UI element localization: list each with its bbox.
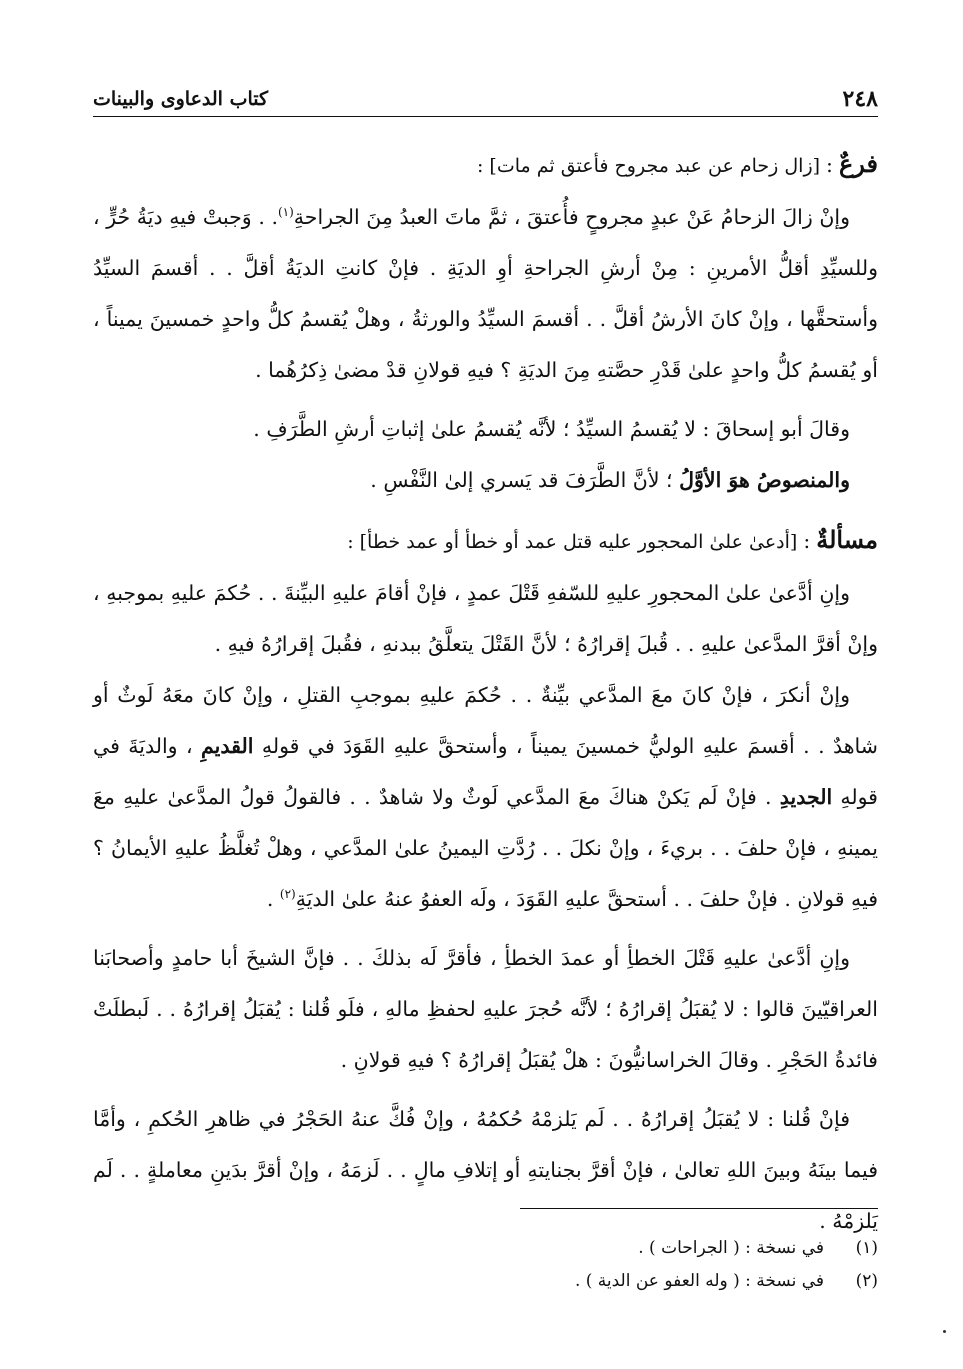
page-header <box>93 80 878 117</box>
bold-phrase: والمنصوصُ هوَ الأوَّلُ <box>679 468 850 492</box>
heading-label: مسألةٌ <box>816 525 878 554</box>
scan-dot <box>943 1330 946 1333</box>
heading-title: [أدعىٰ علىٰ المحجور عليه قتل عمد أو خطأ أو عمد خطأ] : <box>347 531 798 553</box>
paragraph: وإنِ أدَّعىٰ عليهِ قَتْلَ الخطأِ أو عمدَ الخطأِ ، فأقرَّ لَه بذلكَ . . فإنَّ الشيخَ أبا حامدٍ وأصحابَنا العراقيّينَ قالوا : لا يُقبَلُ إقرارُهُ ؛ لأنَّه حُجرَ عليهِ لحفظِ مالهِ ، فلَو قُلنا : يُقبَلُ إقرارُهُ . . لَبطلَتْ فائدةُ الحَجْرِ . وقالَ الخراسانيُّونَ : هلْ يُقبَلُ إقرارُهُ ؟ فيهِ قولانِ . <box>93 946 878 1072</box>
footnote <box>93 1265 878 1298</box>
book-title: كتاب الدعاوى والبينات <box>93 88 269 110</box>
footnotes <box>93 1232 878 1298</box>
bold-phrase: الجديدِ <box>779 785 833 809</box>
heading-title: [زال زحام عن عبد مجروح فأعتق ثم مات] : <box>476 155 821 177</box>
paragraph: وإنِ أدَّعىٰ علىٰ المحجورِ عليهِ للسّفهِ قَتْلَ عمدٍ ، فإنْ أقامَ عليهِ البيِّنةَ . . حُكمَ عليهِ بموجبهِ ، وإنْ أقرَّ المدَّعىٰ عليهِ . . قُبلَ إقرارُهُ ؛ لأنَّ القَتْلَ يتعلَّقُ ببدنهِ ، فقُبلَ إقرارُهُ فيهِ . <box>93 581 878 656</box>
paragraph: والمنصوصُ هوَ الأوَّلُ ؛ لأنَّ الطَّرَفَ قد يَسري إلىٰ النَّفْسِ . <box>370 468 850 492</box>
section-heading-far: فرعٌ:[زال زحام عن عبد مجروح فأعتق ثم مات] : <box>476 149 878 178</box>
section-heading-masala: مسألةٌ:[أدعىٰ علىٰ المحجور عليه قتل عمد أو خطأ أو عمد خطأ] : <box>347 525 878 554</box>
footnote-text: في نسخة : ( وله العفو عن الدية ) . <box>574 1271 824 1291</box>
footnote-separator <box>520 1208 878 1209</box>
footnote-ref: (١) <box>277 205 294 220</box>
footnote-number: (١) <box>855 1238 878 1258</box>
heading-label: فرعٌ <box>838 149 878 178</box>
bold-phrase: القديمِ <box>201 734 254 758</box>
footnote-number: (٢) <box>855 1271 878 1291</box>
page-number: ٢٤٨ <box>842 86 878 112</box>
paragraph: وإنْ أنكرَ ، فإنْ كانَ معَ المدَّعي بيِّنةٌ . . حُكمَ عليهِ بموجبِ القتلِ ، وإنْ كانَ معَهُ لَوثٌ أو شاهدٌ . . أقسمَ عليهِ الوليُّ خمسينَ يميناً ، وأستحقَّ عليهِ القَوَدَ في قولهِ القديمِ ، والديَةَ في قولهِ الجديدِ . فإنْ لَم يَكنْ هناكَ معَ المدَّعي لَوثٌ ولا شاهدٌ . . فالقولُ قولُ المدَّعىٰ عليهِ معَ يمينهِ ، فإنْ حلفَ . . بريءَ ، وإنْ نكلَ . . رُدَّتِ اليمينُ علىٰ المدَّعي ، وهلْ تُغلَّظُ عليهِ الأيمانُ ؟ فيهِ قولانِ . فإنْ حلفَ . . أستحقَّ عليهِ القَوَدَ ، ولَه العفوُ عنهُ علىٰ الديَةِ$^{(٢)}$ . <box>93 683 878 911</box>
paragraph: وإنْ زالَ الزحامُ عَنْ عبدٍ مجروحٍ فأُعتقَ ، ثمَّ ماتَ العبدُ مِنَ الجراحةِ$^{(١)}$. . وَجبتْ فيهِ ديَةُ حُرٍّ ، وللسيِّدِ أقلُّ الأمرينِ : مِنْ أرشِ الجراحةِ أوِ الديَةِ . فإنْ كانتِ الديَةُ أقلَّ . . أقسمَ السيِّدُ وأستحقَّها ، وإنْ كانَ الأرشُ أقلَّ . . أقسمَ السيِّدُ والورثةُ ، وهلْ يُقسمُ كلُّ واحدٍ خمسينَ يميناً ، أو يُقسمُ كلُّ واحدٍ علىٰ قَدْرِ حصَّتهِ مِنَ الديَةِ ؟ فيهِ قولانِ قدْ مضىٰ ذِكرُهُما . <box>93 205 879 382</box>
footnote-text: في نسخة : ( الجراحات ) . <box>638 1238 824 1258</box>
paragraph: فإنْ قُلنا : لا يُقبَلُ إقرارُهُ . . لَم يَلزمْهُ حُكمُهُ ، وإنْ فُكَّ عنهُ الحَجْرُ في ظاهرِ الحُكمِ ، وأمَّا فيما بينَهُ وبينَ اللهِ تعالىٰ ، فإنْ أقرَّ بجنايتهِ أو إتلافِ مالٍ . . لَزمَهُ ، وإنْ أقرَّ بدَينِ معاملةٍ . . لَم يَلزمْهُ . <box>93 1107 878 1233</box>
footnote <box>93 1232 878 1265</box>
paragraph: وقالَ أبو إسحاقَ : لا يُقسمُ السيِّدُ ؛ لأنَّه يُقسمُ علىٰ إثباتِ أرشِ الطَّرَفِ . <box>253 417 850 441</box>
page-body <box>93 138 878 1247</box>
footnote-ref: (٢) <box>279 887 296 902</box>
